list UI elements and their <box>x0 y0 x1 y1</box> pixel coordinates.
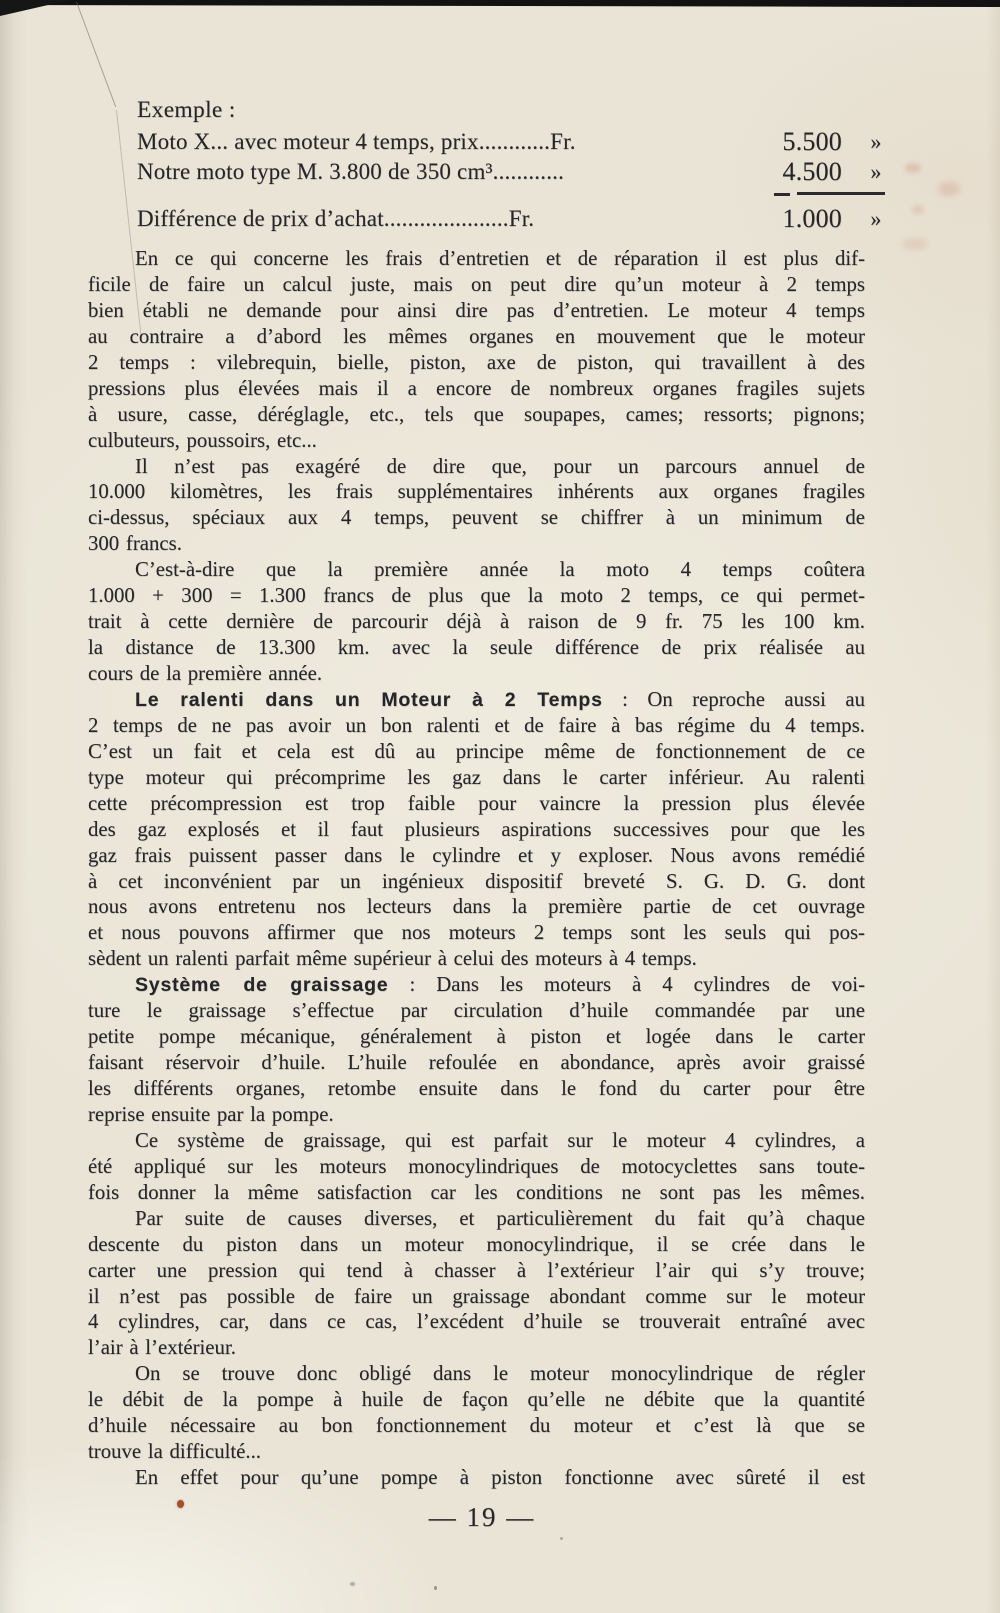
text-line: 1.000 + 300 = 1.300 francs de plus que la moto 2 temps, ce qui permet- <box>88 584 865 608</box>
text-line: carter une pression qui tend à chasser à l’extérieur l’air qui s’y trouve; <box>88 1258 865 1282</box>
example-heading: Exemple : <box>137 97 236 123</box>
price-row-unit: » <box>870 129 882 154</box>
text-line: au contraire a d’abord les mêmes organes en mouvement que le moteur <box>88 324 865 348</box>
price-row-unit: » <box>870 206 882 231</box>
scan-top-edge <box>0 0 1000 7</box>
text-line: trait à cette dernière de parcourir déjà à raison de 9 fr. 75 les 100 km. <box>88 610 865 634</box>
price-row-text: Différence de prix d’achat.....................Fr. <box>137 206 535 231</box>
text-line: Ce système de graissage, qui est parfait sur le moteur 4 cylindres, a <box>135 1128 865 1152</box>
text-line: et nous pouvons affirmer que nos moteurs 2 temps sont les seuls qui pos- <box>88 921 865 945</box>
text-line: faisant réservoir d’huile. L’huile refoulée en abondance, après avoir graissé <box>88 1051 865 1075</box>
text-line: il n’est pas possible de faire un graissage abondant comme sur le moteur <box>88 1284 865 1308</box>
price-row <box>137 158 907 186</box>
text-line: culbuteurs, poussoirs, etc... <box>88 428 317 452</box>
price-row-value: 1.000 <box>782 204 842 233</box>
text-line: à cet inconvénient par un ingénieux dispositif breveté S. G. D. G. dont <box>88 869 865 893</box>
paper-stain <box>905 163 921 173</box>
text-line: ci-dessus, spéciaux aux 4 temps, peuvent se chiffrer à un minimum de <box>88 506 865 530</box>
text-line: type moteur qui précomprime les gaz dans le carter inférieur. Au ralenti <box>88 765 865 789</box>
price-row-value: 4.500 <box>782 157 842 186</box>
text-line: 4 cylindres, car, dans ce cas, l’excédent d’huile se trouverait entraîné avec <box>88 1310 865 1334</box>
text-line: C’est un fait et cela est dû au principe même de fonctionnement de ce <box>88 739 865 763</box>
price-row-text: Notre moto type M. 3.800 de 350 cm³............ <box>137 159 565 184</box>
text-line: descente du piston dans un moteur monocylindrique, il se crée dans le <box>88 1232 865 1256</box>
paper-stain <box>434 1586 437 1590</box>
text-line: cette précompression est trop faible pour vaincre la pression plus élevée <box>88 791 865 815</box>
text-line: le débit de la pompe à huile de façon qu’elle ne débite que la quantité <box>88 1388 865 1412</box>
text-line: été appliqué sur les moteurs monocylindriques de motocyclettes sans toute- <box>88 1154 865 1178</box>
paper-stain <box>560 1537 563 1540</box>
price-row-unit: » <box>870 159 882 184</box>
price-row <box>137 128 907 156</box>
text-line: Par suite de causes diverses, et particulièrement du fait qu’à chaque <box>135 1206 865 1230</box>
text-line: ficile de faire un calcul juste, mais on peut dire qu’un moteur à 2 temps <box>88 272 865 296</box>
sum-rule <box>797 192 885 195</box>
text-line: reprise ensuite par la pompe. <box>88 1102 334 1126</box>
paper-stain <box>912 205 924 214</box>
paper-stain <box>350 1582 355 1586</box>
text-line: pressions plus élevées mais il a encore de nombreux organes fragiles sujets <box>88 376 865 400</box>
text-line: l’air à l’extérieur. <box>88 1336 236 1360</box>
text-line: cours de la première année. <box>88 662 323 685</box>
price-row-text: Moto X... avec moteur 4 temps, prix............Fr. <box>137 129 576 154</box>
text-line: nous avons entretenu nos lecteurs dans la première partie de cet ouvrage <box>88 895 865 919</box>
paragraph-lead-heading: Le ralenti dans un Moteur à 2 Temps <box>135 688 603 711</box>
price-row-value: 5.500 <box>782 127 842 156</box>
page-number: — 19 — <box>428 1502 536 1532</box>
text-line: d’huile nécessaire au bon fonctionnement du moteur et c’est là que se <box>88 1414 865 1438</box>
text-line: En effet pour qu’une pompe à piston fonctionne avec sûreté il est <box>135 1466 865 1490</box>
text-line: Le ralenti dans un Moteur à 2 Temps : On reproche aussi au <box>135 687 865 711</box>
text-line: des gaz explosés et il faut plusieurs aspirations successives pour que les <box>88 817 865 841</box>
text-line: les différents organes, retombe ensuite dans le fond du carter pour être <box>88 1077 865 1100</box>
text-line: à usure, casse, déréglagle, etc., tels que soupapes, cames; ressorts; pignons; <box>88 402 865 426</box>
text-line: bien établi ne demande pour ainsi dire pas d’entretien. Le moteur 4 temps <box>88 298 865 322</box>
text-line: sèdent un ralenti parfait même supérieur à celui des moteurs à 4 temps. <box>88 947 697 971</box>
text-line: 10.000 kilomètres, les frais supplémentaires inhérents aux organes fragiles <box>88 480 865 504</box>
text-line: la distance de 13.300 km. avec la seule différence de prix réalisée au <box>88 636 865 660</box>
paragraph-lead-heading: Système de graissage <box>135 974 389 997</box>
paper-stain <box>902 238 928 250</box>
text-line: 2 temps de ne pas avoir un bon ralenti et de faire à bas régime du 4 temps. <box>88 713 865 737</box>
text-line: Système de graissage : Dans les moteurs à 4 cylindres de voi- <box>135 973 865 997</box>
text-line: fois donner la même satisfaction car les conditions ne sont pas les mêmes. <box>88 1180 865 1204</box>
text-line: 300 francs. <box>88 532 182 556</box>
paper-stain <box>938 182 960 196</box>
text-line: 2 temps : vilebrequin, bielle, piston, axe de piston, qui travaillent à des <box>88 350 865 374</box>
paper-crease-line <box>76 2 116 107</box>
text-block <box>88 246 865 1491</box>
text-line: C’est-à-dire que la première année la moto 4 temps coûtera <box>135 558 865 582</box>
text-line: petite pompe mécanique, généralement à piston et logée dans le carter <box>88 1025 865 1049</box>
text-line: trouve la difficulté... <box>88 1440 261 1464</box>
sum-rule <box>774 193 790 196</box>
text-line: En ce qui concerne les frais d’entretien et de réparation il est plus dif- <box>135 247 865 270</box>
text-line: ture le graissage s’effectue par circulation d’huile commandée par une <box>88 999 865 1023</box>
price-row <box>137 205 907 233</box>
text-line: Il n’est pas exagéré de dire que, pour un parcours annuel de <box>135 454 865 478</box>
scan-top-left-corner <box>0 0 70 16</box>
text-line: On se trouve donc obligé dans le moteur monocylindrique de régler <box>135 1362 865 1386</box>
text-line: gaz frais puissent passer dans le cylindre et y exploser. Nous avons remédié <box>88 843 865 867</box>
